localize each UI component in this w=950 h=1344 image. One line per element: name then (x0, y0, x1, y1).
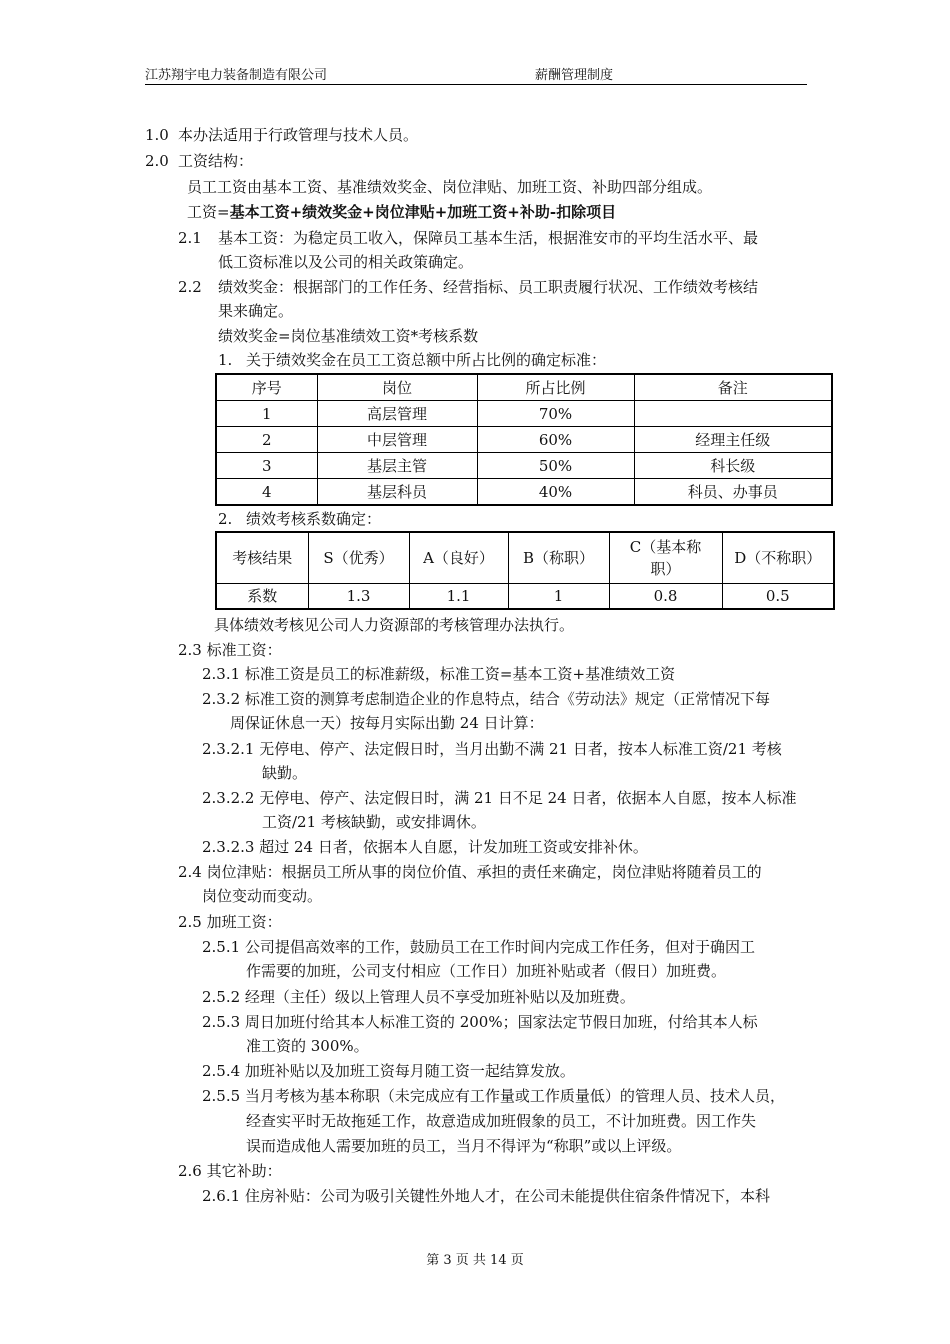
table-header-cell: 考核结果 (216, 532, 308, 584)
wage-formula-bold: 基本工资+绩效奖金+岗位津贴+加班工资+补助-扣除项目 (229, 203, 617, 221)
wage-composition-text: 员工工资由基本工资、基准绩效奖金、岗位津贴、加班工资、补助四部分组成。 (187, 178, 713, 196)
table-row (216, 453, 832, 479)
table-row (216, 427, 832, 453)
bonus-formula: 绩效奖金=岗位基准绩效工资*考核系数 (218, 327, 479, 345)
section-2-5-3-line-2: 准工资的 300%。 (246, 1037, 369, 1055)
section-2-2-line-1: 绩效奖金：根据部门的工作任务、经营指标、员工职责履行状况、工作绩效考核结 (218, 278, 759, 296)
section-2-6-heading: 2.6 其它补助： (178, 1162, 282, 1180)
section-2-5-2: 2.5.2 经理（主任）级以上管理人员不享受加班补贴以及加班费。 (202, 988, 635, 1006)
table-cell: 4 (216, 479, 317, 506)
list-item-2-number: 2. (218, 510, 233, 528)
table-cell: 经理主任级 (634, 427, 832, 453)
section-2-4-line-1: 2.4 岗位津贴：根据员工所从事的岗位价值、承担的责任来确定，岗位津贴将随着员工的 (178, 863, 762, 881)
table-header-cell: 所占比例 (477, 374, 634, 401)
section-2-3-2-line-1: 2.3.2 标准工资的测算考虑制造企业的作息特点，结合《劳动法》规定（正常情况下每 (202, 690, 770, 708)
section-2-5-3-line-1: 2.5.3 周日加班付给其本人标准工资的 200%；国家法定节假日加班，付给其本人标 (202, 1013, 758, 1031)
table-cell: 中层管理 (317, 427, 477, 453)
page-header (145, 64, 807, 85)
table-header-cell: 序号 (216, 374, 317, 401)
table-header-cell: B（称职） (508, 532, 609, 584)
table-cell: 40% (477, 479, 634, 506)
table-header-cell: 备注 (634, 374, 832, 401)
section-2-1-line-1: 基本工资：为稳定员工收入，保障员工基本生活，根据淮安市的平均生活水平、最 (218, 229, 759, 247)
section-2-5-4: 2.5.4 加班补贴以及加班工资每月随工资一起结算发放。 (202, 1062, 575, 1080)
section-2-3-2-2-line-2: 工资/21 考核缺勤，或安排调休。 (262, 813, 486, 831)
section-2-5-5-line-1: 2.5.5 当月考核为基本称职（未完成应有工作量或工作质量低）的管理人员、技术人员， (202, 1087, 785, 1105)
section-2-4-line-2: 岗位变动而变动。 (202, 887, 323, 905)
section-2-3-2-1-line-2: 缺勤。 (262, 764, 308, 782)
table-cell: 1.3 (308, 584, 409, 610)
section-2-2-number: 2.2 (178, 278, 202, 296)
section-2-3-heading: 2.3 标准工资： (178, 641, 282, 659)
section-2-5-heading: 2.5 加班工资： (178, 913, 282, 931)
section-1-number: 1.0 (145, 126, 169, 144)
table-header-row (216, 532, 834, 584)
table-cell: 基层科员 (317, 479, 477, 506)
table-header-cell: A（良好） (409, 532, 508, 584)
list-item-2-text: 绩效考核系数确定： (246, 510, 382, 528)
table-cell: 0.8 (609, 584, 722, 610)
section-2-3-2-2-line-1: 2.3.2.2 无停电、停产、法定假日时，满 21 日不足 24 日者，依据本人自愿，按本人标准 (202, 789, 797, 807)
section-2-5-1-line-2: 作需要的加班，公司支付相应（工作日）加班补贴或者（假日）加班费。 (246, 962, 727, 980)
table-header-cell: C（基本称职） (609, 532, 722, 584)
list-item-1-text: 关于绩效奖金在员工工资总额中所占比例的确定标准： (246, 351, 607, 369)
section-2-5-1-line-1: 2.5.1 公司提倡高效率的工作，鼓励员工在工作时间内完成工作任务，但对于确因工 (202, 938, 755, 956)
header-company: 江苏翔宇电力装备制造有限公司 (145, 68, 328, 83)
wage-formula-prefix: 工资= (187, 203, 230, 221)
section-2-3-2-line-2: 周保证休息一天）按每月实际出勤 24 日计算： (230, 714, 544, 732)
wage-formula (187, 200, 616, 224)
section-2-6-1: 2.6.1 住房补贴：公司为吸引关键性外地人才，在公司未能提供住宿条件情况下，本科 (202, 1187, 770, 1205)
table-cell (634, 401, 832, 427)
table-cell: 3 (216, 453, 317, 479)
table-header-row (216, 374, 832, 401)
section-2-2-line-2: 果来确定。 (218, 302, 294, 320)
table-cell: 70% (477, 401, 634, 427)
section-2-3-1: 2.3.1 标准工资是员工的标准薪级，标准工资=基本工资+基准绩效工资 (202, 665, 676, 683)
table-cell: 1 (508, 584, 609, 610)
table-header-cell: 岗位 (317, 374, 477, 401)
section-2-heading: 工资结构： (178, 152, 254, 170)
table-cell: 科长级 (634, 453, 832, 479)
table-cell: 高层管理 (317, 401, 477, 427)
table-row (216, 584, 834, 610)
table-header-cell: S（优秀） (308, 532, 409, 584)
list-item-1-number: 1. (218, 351, 233, 369)
table-cell: 60% (477, 427, 634, 453)
performance-coefficient-table (215, 531, 835, 610)
bonus-ratio-table (215, 373, 833, 506)
table-cell: 2 (216, 427, 317, 453)
table-cell: 50% (477, 453, 634, 479)
table-row (216, 479, 832, 506)
section-2-3-2-3: 2.3.2.3 超过 24 日者，依据本人自愿，计发加班工资或安排补休。 (202, 838, 648, 856)
section-2-5-5-line-2: 经查实平时无故拖延工作，故意造成加班假象的员工，不计加班费。因工作失 (246, 1112, 757, 1130)
section-2-number: 2.0 (145, 152, 169, 170)
section-2-1-line-2: 低工资标准以及公司的相关政策确定。 (218, 253, 474, 271)
table-cell: 基层主管 (317, 453, 477, 479)
section-2-1-number: 2.1 (178, 229, 202, 247)
table-cell: 1 (216, 401, 317, 427)
page-footer: 第 3 页 共 14 页 (426, 1253, 524, 1268)
table-row (216, 401, 832, 427)
table-row-label: 系数 (216, 584, 308, 610)
table-cell: 1.1 (409, 584, 508, 610)
assessment-note: 具体绩效考核见公司人力资源部的考核管理办法执行。 (214, 616, 575, 634)
header-doc-title: 薪酬管理制度 (535, 68, 614, 83)
table-cell: 科员、办事员 (634, 479, 832, 506)
table-cell: 0.5 (722, 584, 834, 610)
section-2-3-2-1-line-1: 2.3.2.1 无停电、停产、法定假日时，当月出勤不满 21 日者，按本人标准工资/21 考核 (202, 740, 782, 758)
table-header-cell: D（不称职） (722, 532, 834, 584)
section-1-text: 本办法适用于行政管理与技术人员。 (178, 126, 419, 144)
section-2-5-5-line-3: 误而造成他人需要加班的员工，当月不得评为“称职”或以上评级。 (246, 1137, 682, 1155)
